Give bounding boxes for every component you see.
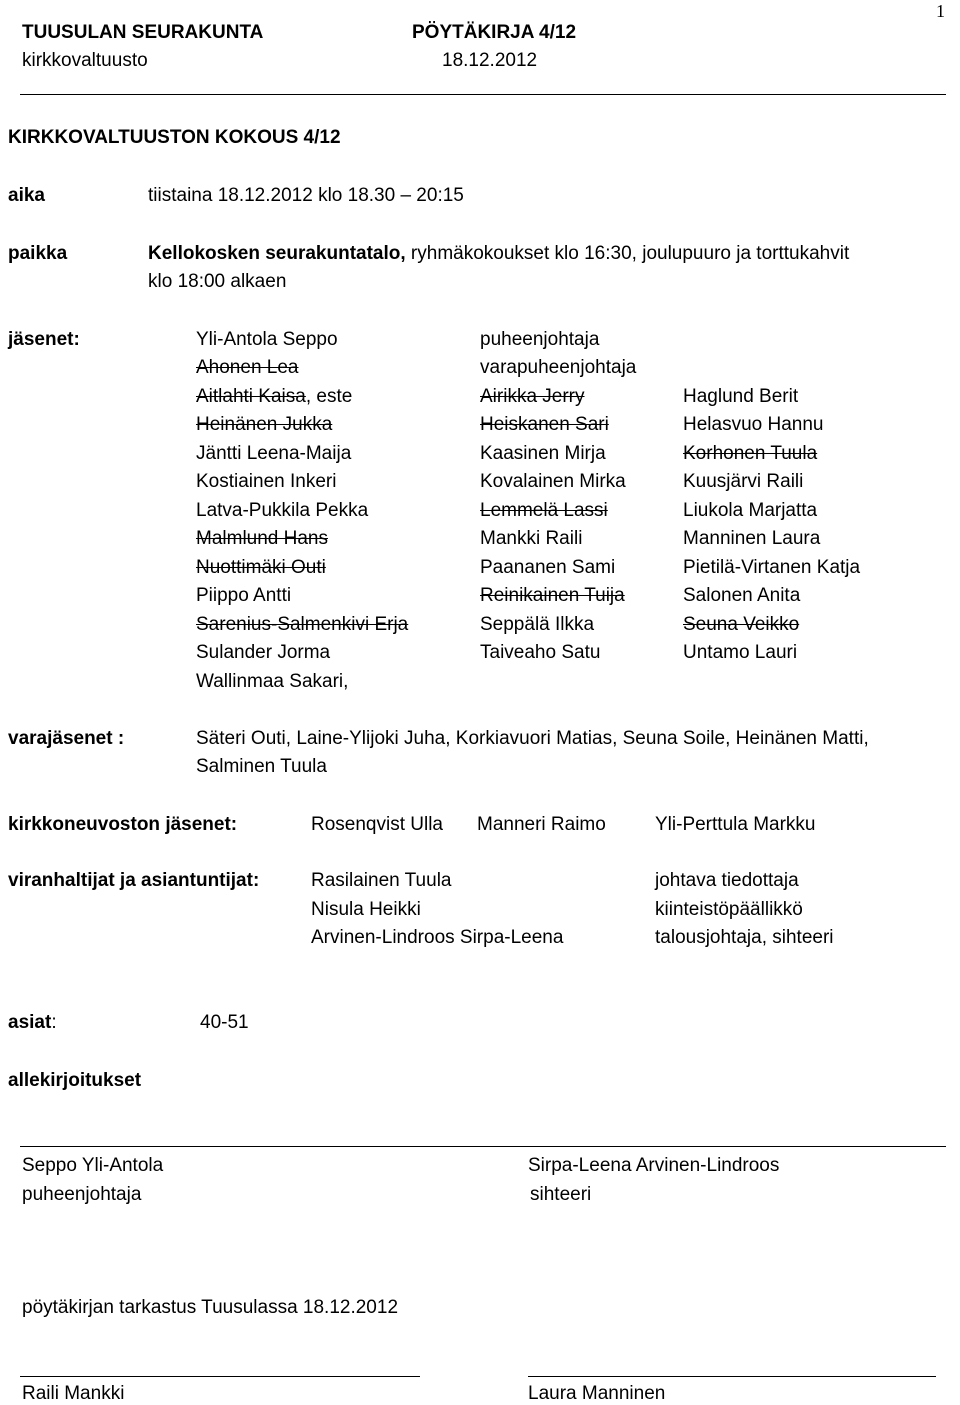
official-title: johtava tiedottaja <box>655 870 799 891</box>
deputies-label: varajäsenet : <box>8 728 125 749</box>
member-name-absent: Sarenius-Salmenkivi Erja <box>196 614 409 635</box>
member-aitlahti <box>196 387 352 406</box>
deputies-line-2: Salminen Tuula <box>196 756 327 777</box>
official-title: kiinteistöpäällikkö <box>655 899 803 920</box>
member-vice-chair-name: Ahonen Lea <box>196 357 299 378</box>
member-name: Kaasinen Mirja <box>480 443 606 464</box>
officials-label: viranhaltijat ja asiantuntijat: <box>8 870 260 891</box>
members-label: jäsenet: <box>8 329 80 350</box>
member-name-absent: Korhonen Tuula <box>683 443 818 464</box>
deputies-line-1: Säteri Outi, Laine-Ylijoki Juha, Korkiavuori Matias, Seuna Soile, Heinänen Matti, <box>196 728 869 749</box>
place-venue: Kellokosken seurakuntatalo, <box>148 243 406 264</box>
council-label: kirkkoneuvoston jäsenet: <box>8 814 238 835</box>
member-name-absent: Reinikainen Tuija <box>480 585 625 606</box>
time-value: tiistaina 18.12.2012 klo 18.30 – 20:15 <box>148 185 464 206</box>
council-member: Manneri Raimo <box>477 814 606 835</box>
member-name: Latva-Pukkila Pekka <box>196 500 369 521</box>
member-name: Salonen Anita <box>683 585 801 606</box>
items-label-colon: : <box>51 1012 57 1033</box>
member-name: Kuusjärvi Raili <box>683 471 804 492</box>
header-date: 18.12.2012 <box>442 50 538 71</box>
member-name: Sulander Jorma <box>196 642 331 663</box>
body-name: kirkkovaltuusto <box>22 50 148 71</box>
member-name: Paananen Sami <box>480 557 616 578</box>
member-name: Pietilä-Virtanen Katja <box>683 557 861 578</box>
member-absence-note: , este <box>305 386 353 407</box>
member-name-absent: Aitlahti Kaisa <box>196 386 306 407</box>
reviewer-left-name: Raili Mankki <box>22 1383 125 1404</box>
member-name: Wallinmaa Sakari, <box>196 671 349 692</box>
meeting-title: KIRKKOVALTUUSTON KOKOUS 4/12 <box>8 127 341 148</box>
place-details: ryhmäkokoukset klo 16:30, joulupuuro ja torttukahvit <box>405 243 850 264</box>
signature-line <box>20 1146 946 1147</box>
member-chair-name: Yli-Antola Seppo <box>196 329 338 350</box>
official-name: Nisula Heikki <box>311 899 421 920</box>
signer-right-role: sihteeri <box>530 1184 592 1205</box>
member-chair-role: puheenjohtaja <box>480 329 600 350</box>
member-name: Kostiainen Inkeri <box>196 471 337 492</box>
member-name: Haglund Berit <box>683 386 799 407</box>
member-name-absent: Heinänen Jukka <box>196 414 333 435</box>
member-name: Liukola Marjatta <box>683 500 818 521</box>
official-name: Arvinen-Lindroos Sirpa-Leena <box>311 927 564 948</box>
items-value: 40-51 <box>200 1012 249 1033</box>
member-name-absent: Seuna Veikko <box>683 614 800 635</box>
member-name-absent: Airikka Jerry <box>480 386 585 407</box>
reviewer-right-name: Laura Manninen <box>528 1383 666 1404</box>
items-label <box>8 1013 57 1032</box>
council-member: Rosenqvist Ulla <box>311 814 443 835</box>
items-label-text: asiat <box>8 1012 52 1033</box>
member-name: Manninen Laura <box>683 528 821 549</box>
official-title: talousjohtaja, sihteeri <box>655 927 834 948</box>
document-title: PÖYTÄKIRJA 4/12 <box>412 22 577 43</box>
page-number: 1 <box>936 1 945 21</box>
member-name-absent: Malmlund Hans <box>196 528 328 549</box>
official-name: Rasilainen Tuula <box>311 870 452 891</box>
place-label: paikka <box>8 243 68 264</box>
member-name: Taiveaho Satu <box>480 642 601 663</box>
header-divider <box>20 94 946 95</box>
member-name: Piippo Antti <box>196 585 292 606</box>
place-line-2: klo 18:00 alkaen <box>148 271 287 292</box>
place-line-1 <box>148 244 849 263</box>
member-name: Kovalainen Mirka <box>480 471 626 492</box>
reviewer-right-signature-line <box>528 1376 936 1377</box>
signer-left-name: Seppo Yli-Antola <box>22 1155 164 1176</box>
signatures-label: allekirjoitukset <box>8 1070 142 1091</box>
member-name-absent: Heiskanen Sari <box>480 414 609 435</box>
member-name: Untamo Lauri <box>683 642 798 663</box>
organization-name: TUUSULAN SEURAKUNTA <box>22 22 264 43</box>
member-name: Jäntti Leena-Maija <box>196 443 352 464</box>
member-name-absent: Lemmelä Lassi <box>480 500 608 521</box>
review-statement: pöytäkirjan tarkastus Tuusulassa 18.12.2012 <box>22 1297 399 1318</box>
signer-right-name: Sirpa-Leena Arvinen-Lindroos <box>528 1155 780 1176</box>
member-name-absent: Nuottimäki Outi <box>196 557 326 578</box>
member-name: Helasvuo Hannu <box>683 414 824 435</box>
time-label: aika <box>8 185 45 206</box>
reviewer-left-signature-line <box>20 1376 420 1377</box>
member-name: Mankki Raili <box>480 528 583 549</box>
member-vice-chair-role: varapuheenjohtaja <box>480 357 637 378</box>
signer-left-role: puheenjohtaja <box>22 1184 142 1205</box>
member-name: Seppälä Ilkka <box>480 614 595 635</box>
council-member: Yli-Perttula Markku <box>655 814 816 835</box>
